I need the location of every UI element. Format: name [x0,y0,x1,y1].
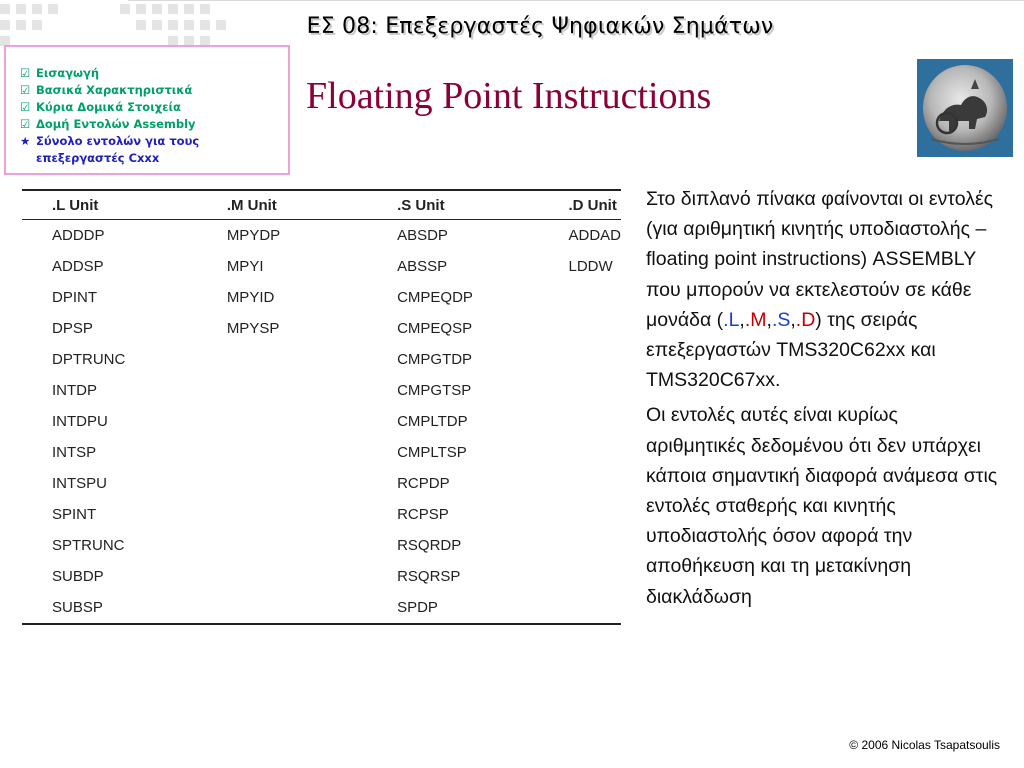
course-title: ΕΣ 08: Επεξεργαστές Ψηφιακών Σημάτων [306,14,774,39]
table-cell: SPINT [52,506,97,523]
table-cell: INTSP [52,444,97,461]
table-cell: RCPSP [397,506,449,523]
description-paragraph-1 [646,184,1002,395]
table-cell: CMPLTSP [397,444,467,461]
table-cell: CMPGTDP [397,351,473,368]
table-cell [197,468,367,499]
table-cell: MPYID [226,289,275,306]
outline-item-features[interactable] [20,82,288,99]
table-cell: MPYI [226,258,264,275]
table-row [22,282,621,313]
outline-item-instruction-set[interactable] [20,133,288,167]
checkbox-icon: ☑ [20,66,31,80]
table-cell: SUBDP [52,568,104,585]
description-text [646,184,1002,617]
table-cell: RSQRSP [397,568,461,585]
table-row [22,530,621,561]
column-header-m-unit: .M Unit [226,196,277,214]
outline-item-assembly[interactable] [20,116,288,133]
table-row [22,406,621,437]
table-cell [538,592,621,624]
table-cell: ADDAD [568,227,621,244]
outline-item-label: Εισαγωγή [36,66,100,80]
table-cell [538,313,621,344]
table-row [22,313,621,344]
unit-name-m: .M [744,308,767,331]
table-cell [197,344,367,375]
table-cell: CMPEQDP [397,289,473,306]
table-row [22,344,621,375]
table-row [22,220,621,252]
table-cell [197,499,367,530]
table-cell [197,406,367,437]
table-cell [538,282,621,313]
table-cell [538,468,621,499]
table-cell [538,437,621,468]
separator: , [739,308,745,331]
table-cell: RSQRDP [397,537,462,554]
table-cell [538,530,621,561]
table-cell: INTDPU [52,413,108,430]
paragraph-text: Στο διπλανό πίνακα φαίνονται οι εντολές (για αριθμητική κινητής υποδιαστολής – floating point instructions) ASSEMBLY που μπορούν να εκτελεστούν σε κάθε μονάδα ( [646,188,994,331]
unit-name-d: .D [795,308,816,331]
paragraph-text: ) της σειράς επεξεργαστών TMS320C62xx και TMS320C67xx. [646,308,936,392]
outline-box [4,45,290,175]
table-cell [197,592,367,624]
table-cell: SPTRUNC [52,537,125,554]
table-cell [197,561,367,592]
table-cell: LDDW [568,258,613,275]
table-cell [538,344,621,375]
table-row [22,561,621,592]
unit-name-s: .S [771,308,791,331]
table-cell: DPTRUNC [52,351,126,368]
column-header-s-unit: .S Unit [397,196,445,214]
header-rule [128,0,1024,1]
table-cell [197,530,367,561]
star-icon: ★ [20,134,31,148]
outline-item-label: Δομή Εντολών Assembly [36,117,196,131]
table-cell: ABSDP [397,227,448,244]
coin-image [917,59,1013,157]
table-cell: DPINT [52,289,97,306]
table-cell: CMPLTDP [397,413,468,430]
table-row [22,592,621,624]
checkbox-icon: ☑ [20,117,31,131]
slide-title: Floating Point Instructions [306,75,712,117]
separator: , [790,308,796,331]
table-cell: RCPDP [397,475,450,492]
outline-item-label: Κύρια Δομικά Στοιχεία [36,100,181,114]
table-cell: INTDP [52,382,97,399]
table-row [22,468,621,499]
table-cell: DPSP [52,320,93,337]
column-header-d-unit: .D Unit [568,196,617,214]
table-cell [538,406,621,437]
table-cell: CMPEQSP [397,320,473,337]
outline-item-label: Βασικά Χαρακτηριστικά [36,83,193,97]
separator: , [766,308,772,331]
outline-item-label-cont: επεξεργαστές Cxxx [36,151,160,165]
table-cell [538,561,621,592]
unit-name-l: .L [723,308,740,331]
table-cell: SUBSP [52,599,103,616]
copyright-footer: © 2006 Nicolas Tsapatsoulis [849,738,1000,752]
table-cell: MPYDP [226,227,281,244]
table-cell: ABSSP [397,258,448,275]
outline-item-components[interactable] [20,99,288,116]
table-cell: SPDP [397,599,438,616]
table-cell: CMPGTSP [397,382,472,399]
table-cell [197,375,367,406]
instruction-table [22,189,621,625]
outline-item-intro[interactable] [20,65,288,82]
checkbox-icon: ☑ [20,83,31,97]
table-cell: MPYSP [226,320,280,337]
table-header-row [22,190,621,220]
table-cell [538,375,621,406]
table-cell: ADDDP [52,227,105,244]
table-cell: INTSPU [52,475,108,492]
table-row [22,375,621,406]
table-cell [538,499,621,530]
column-header-l-unit: .L Unit [52,196,99,214]
description-paragraph-2: Οι εντολές αυτές είναι κυρίως αριθμητικές δεδομένου ότι δεν υπάρχει κάποια σημαντική διαφορά ανάμεσα στις εντολές σταθερής και κινητής υποδιαστολής όσον αφορά την αποθήκευση και τη μετακίνηση διακλάδωση [646,404,998,608]
table-cell [197,437,367,468]
table-row [22,437,621,468]
table-row [22,499,621,530]
outline-item-label: Σύνολο εντολών για τους [36,134,200,148]
table-cell: ADDSP [52,258,104,275]
table-row [22,251,621,282]
checkbox-icon: ☑ [20,100,31,114]
